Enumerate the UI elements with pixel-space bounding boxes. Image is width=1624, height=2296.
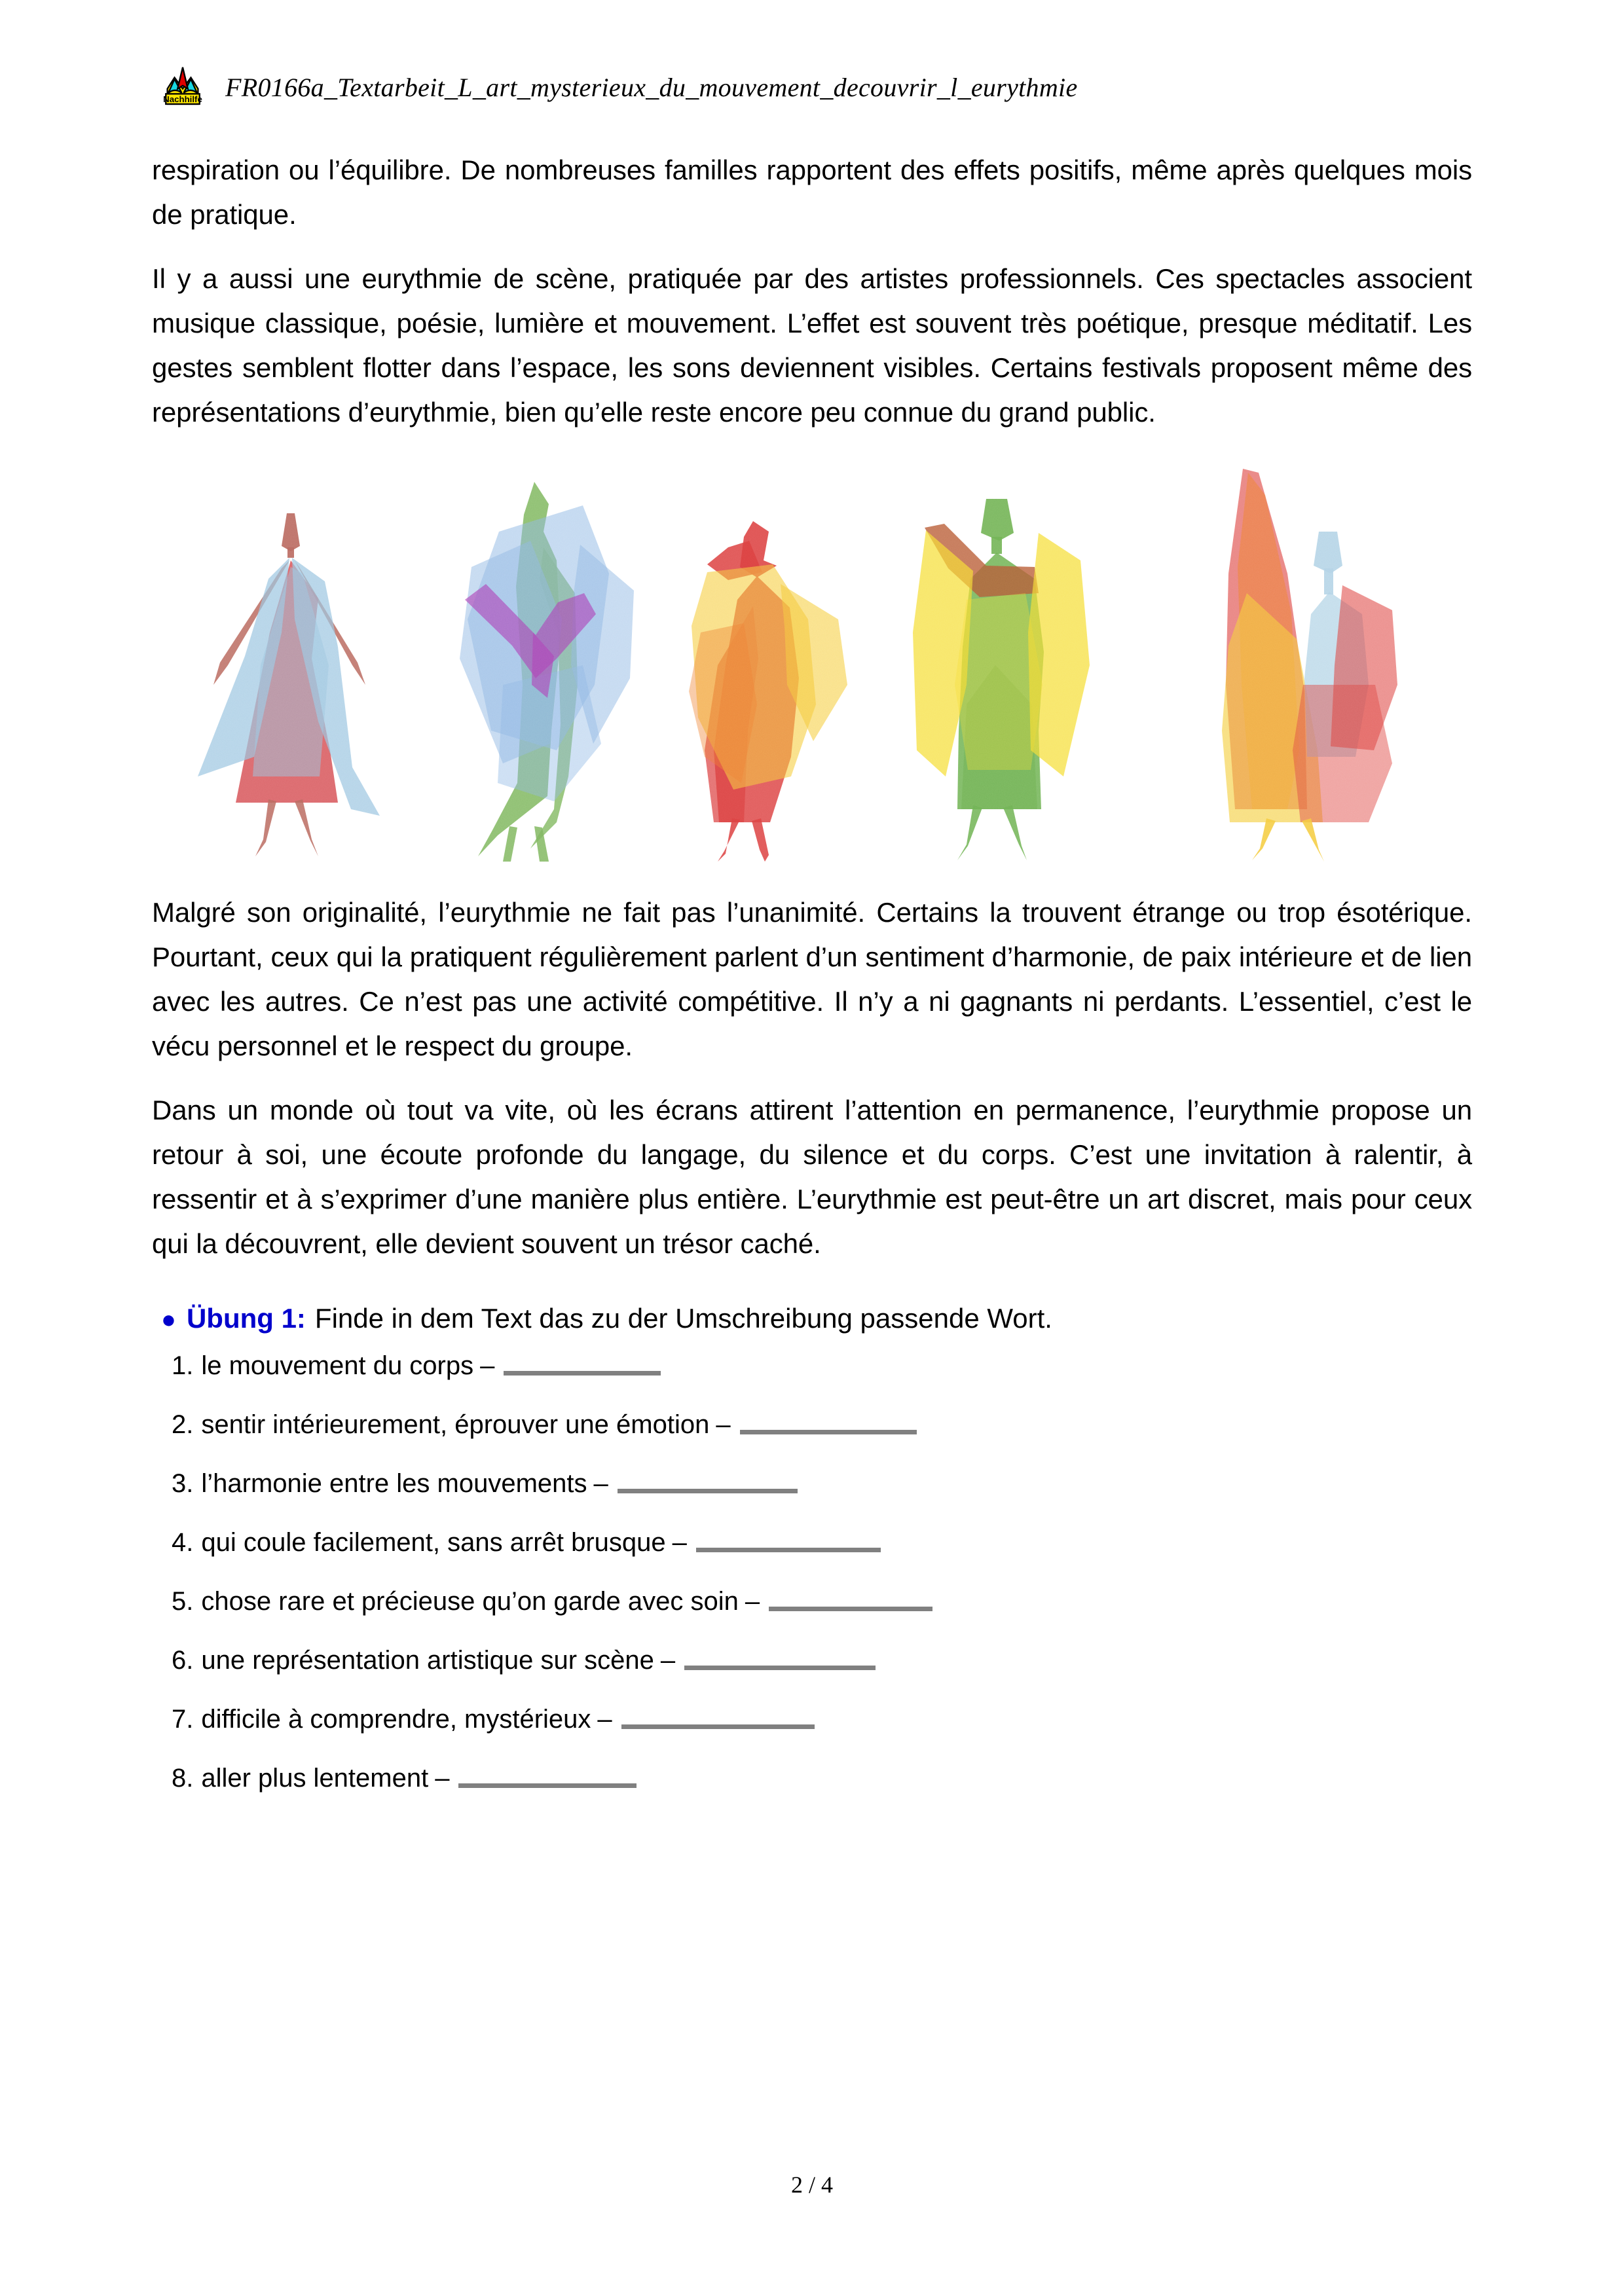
answer-blank[interactable] xyxy=(621,1724,815,1729)
dancer-red-blue xyxy=(198,513,380,856)
item-dash: – xyxy=(597,1705,612,1734)
exercise-label: Übung 1: xyxy=(186,1303,306,1334)
item-description: le mouvement du corps xyxy=(201,1351,474,1381)
dancer-red-yellow-blue xyxy=(1222,469,1397,862)
item-dash: – xyxy=(480,1351,495,1381)
item-dash: – xyxy=(435,1764,450,1793)
item-dash: – xyxy=(660,1646,676,1675)
list-item xyxy=(172,1704,1472,1735)
nachhilfe-mountain-book-logo-icon xyxy=(157,62,208,114)
dancer-red-yellow xyxy=(689,521,847,862)
answer-blank[interactable] xyxy=(740,1430,917,1434)
answer-blank[interactable] xyxy=(458,1783,637,1788)
paragraph-1: respiration ou l’équilibre. De nombreuses familles rapportent des effets positifs, même après quelques mois de pratique. xyxy=(152,155,1472,230)
item-number: 4. xyxy=(172,1528,194,1558)
exercise-heading xyxy=(152,1303,1472,1334)
item-number: 8. xyxy=(172,1764,194,1793)
item-description: aller plus lentement xyxy=(201,1764,429,1793)
bullet-icon: ● xyxy=(161,1306,176,1334)
list-item xyxy=(172,1350,1472,1381)
item-number: 2. xyxy=(172,1410,194,1440)
item-dash: – xyxy=(716,1410,731,1440)
exercise-item-list xyxy=(152,1350,1472,1794)
list-item xyxy=(172,1762,1472,1794)
document-title: FR0166a_Textarbeit_L_art_mysterieux_du_mouvement_decouvrir_l_eurythmie xyxy=(225,73,1078,102)
list-item xyxy=(172,1468,1472,1499)
item-dash: – xyxy=(745,1587,760,1616)
item-description: chose rare et précieuse qu’on garde avec soin xyxy=(201,1587,739,1616)
item-description: qui coule facilement, sans arrêt brusque xyxy=(201,1528,666,1558)
answer-blank[interactable] xyxy=(684,1666,876,1670)
list-item xyxy=(172,1586,1472,1617)
paragraph-4: Dans un monde où tout va vite, où les écrans attirent l’attention en permanence, l’eurythmie propose un retour à soi, une écoute profonde du langage, du silence et du corps. C’est une invitation à ralentir, à ressentir et à s’exprimer d’une manière plus entière. L’eurythmie est peut-être un art discret, mais pour ceux qui la découvrent, elle devient souvent un trésor caché. xyxy=(152,1095,1472,1260)
answer-blank[interactable] xyxy=(504,1371,661,1376)
item-description: l’harmonie entre les mouvements xyxy=(201,1469,587,1499)
page-footer xyxy=(0,2171,1624,2198)
list-item xyxy=(172,1527,1472,1558)
item-description: difficile à comprendre, mystérieux xyxy=(201,1705,591,1734)
item-number: 1. xyxy=(172,1351,194,1381)
answer-blank[interactable] xyxy=(696,1548,881,1552)
item-description: une représentation artistique sur scène xyxy=(201,1646,654,1675)
paragraph-3: Malgré son originalité, l’eurythmie ne fait pas l’unanimité. Certains la trouvent étrange ou trop ésotérique. Pourtant, ceux qui la pratiquent régulièrement parlent d’un sentiment d’harmonie, de paix intérieure et de lien avec les autres. Ce n’est pas une activité compétitive. Il n’y a ni gagnants ni perdants. L’essentiel, c’est le vécu personnel et le respect du groupe. xyxy=(152,897,1472,1062)
item-number: 3. xyxy=(172,1469,194,1499)
item-number: 7. xyxy=(172,1705,194,1734)
answer-blank[interactable] xyxy=(618,1489,798,1493)
item-dash: – xyxy=(672,1528,687,1558)
list-item xyxy=(172,1645,1472,1676)
answer-blank[interactable] xyxy=(769,1607,932,1611)
logo-text: Nachhilfe xyxy=(163,94,202,104)
list-item xyxy=(172,1409,1472,1440)
eurythmy-dancers-illustration xyxy=(152,469,1472,862)
dancer-green-yellow xyxy=(913,499,1090,860)
page-number: 2 / 4 xyxy=(790,2172,833,2198)
item-dash: – xyxy=(593,1469,608,1499)
dancer-green-blue-purple xyxy=(460,482,634,862)
page-header xyxy=(152,0,1472,119)
dancers-svg xyxy=(190,469,1434,862)
item-number: 5. xyxy=(172,1587,194,1616)
item-number: 6. xyxy=(172,1646,194,1675)
item-description: sentir intérieurement, éprouver une émotion xyxy=(201,1410,710,1440)
document-body xyxy=(152,119,1472,1794)
paragraph-2: Il y a aussi une eurythmie de scène, pratiquée par des artistes professionnels. Ces spectacles associent musique classique, poésie, lumière et mouvement. L’effet est souvent très poétique, presque méditatif. Les gestes semblent flotter dans l’espace, les sons deviennent visibles. Certains festivals proposent même des représentations d’eurythmie, bien qu’elle reste encore peu connue du grand public. xyxy=(152,263,1472,428)
exercise-prompt: Finde in dem Text das zu der Umschreibung passende Wort. xyxy=(314,1303,1052,1334)
